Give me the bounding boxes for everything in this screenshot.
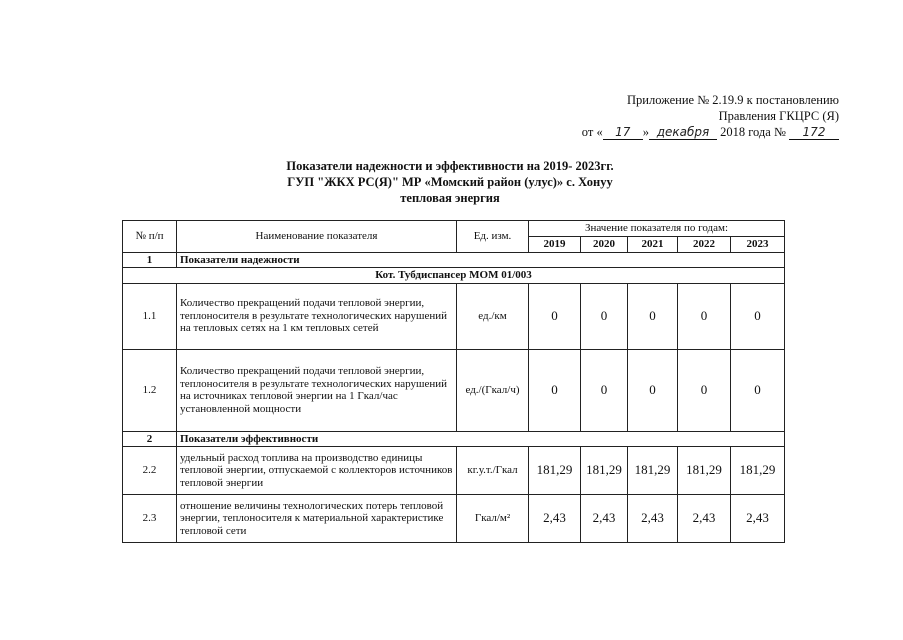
row-value: 0 xyxy=(678,283,731,349)
section-num: 2 xyxy=(123,431,177,447)
title-line-1: Показатели надежности и эффективности на 2019- 2023гг. xyxy=(286,159,614,173)
row-unit: кг.у.т./Гкал xyxy=(457,447,529,495)
header-num: № п/п xyxy=(123,221,177,253)
header-year: 2023 xyxy=(731,237,785,253)
header-values-group: Значение показателя по годам: xyxy=(529,221,785,237)
row-unit: Гкал/м² xyxy=(457,495,529,543)
row-value: 0 xyxy=(678,349,731,431)
indicators-table xyxy=(122,220,785,543)
row-value: 2,43 xyxy=(581,495,628,543)
row-value: 181,29 xyxy=(581,447,628,495)
header-year: 2021 xyxy=(628,237,678,253)
row-value: 0 xyxy=(581,283,628,349)
appendix-line-1: Приложение № 2.19.9 к постановлению xyxy=(627,93,839,107)
row-unit: ед./км xyxy=(457,283,529,349)
row-value: 2,43 xyxy=(529,495,581,543)
header-year: 2022 xyxy=(678,237,731,253)
table-row xyxy=(123,283,785,349)
subsection-name: Кот. Тубдиспансер МОМ 01/003 xyxy=(123,268,785,284)
row-value: 0 xyxy=(628,283,678,349)
header-year: 2020 xyxy=(581,237,628,253)
appendix-from: от « xyxy=(581,125,603,139)
row-num: 2.3 xyxy=(123,495,177,543)
row-value: 0 xyxy=(529,349,581,431)
title-line-2: ГУП "ЖКХ РС(Я)" МР «Момский район (улус)» с. Хонуу xyxy=(287,175,613,189)
row-value: 0 xyxy=(581,349,628,431)
row-value: 2,43 xyxy=(678,495,731,543)
appendix-quote-close: » xyxy=(642,125,649,139)
section-row-reliability xyxy=(123,252,785,268)
table-row xyxy=(123,349,785,431)
header-year: 2019 xyxy=(529,237,581,253)
row-value: 181,29 xyxy=(678,447,731,495)
row-value: 181,29 xyxy=(731,447,785,495)
row-value: 181,29 xyxy=(529,447,581,495)
section-name: Показатели надежности xyxy=(177,252,785,268)
row-num: 2.2 xyxy=(123,447,177,495)
row-unit: ед./(Гкал/ч) xyxy=(457,349,529,431)
section-name: Показатели эффективности xyxy=(177,431,785,447)
row-value: 0 xyxy=(628,349,678,431)
table-row xyxy=(123,447,785,495)
document-title xyxy=(180,158,720,206)
appendix-header xyxy=(419,92,839,140)
header-row-1 xyxy=(123,221,785,237)
row-name: Количество прекращений подачи тепловой энергии, теплоносителя в результате технологических нарушений на тепловых сетях на 1 км тепловых сетей xyxy=(177,283,457,349)
handwritten-month: декабря xyxy=(649,126,717,140)
appendix-line-3 xyxy=(419,124,839,140)
section-num: 1 xyxy=(123,252,177,268)
subsection-row xyxy=(123,268,785,284)
appendix-line-2: Правления ГКЦРС (Я) xyxy=(718,109,839,123)
row-value: 2,43 xyxy=(731,495,785,543)
row-value: 0 xyxy=(529,283,581,349)
row-name: отношение величины технологических потерь тепловой энергии, теплоносителя к материальной характеристике тепловой сети xyxy=(177,495,457,543)
title-line-3: тепловая энергия xyxy=(400,191,500,205)
handwritten-day: 17 xyxy=(603,126,643,140)
row-value: 0 xyxy=(731,283,785,349)
row-name: Количество прекращений подачи тепловой энергии, теплоносителя в результате технологических нарушений на источниках тепловой энергии на 1 Гкал/час установленной мощности xyxy=(177,349,457,431)
row-value: 181,29 xyxy=(628,447,678,495)
row-value: 0 xyxy=(731,349,785,431)
header-unit: Ед. изм. xyxy=(457,221,529,253)
row-name: удельный расход топлива на производство единицы тепловой энергии, отпускаемой с коллекторов источников тепловой энергии xyxy=(177,447,457,495)
section-row-efficiency xyxy=(123,431,785,447)
handwritten-number: 172 xyxy=(789,126,839,140)
row-num: 1.2 xyxy=(123,349,177,431)
table-row xyxy=(123,495,785,543)
appendix-year: 2018 года № xyxy=(720,125,786,139)
row-num: 1.1 xyxy=(123,283,177,349)
row-value: 2,43 xyxy=(628,495,678,543)
header-name: Наименование показателя xyxy=(177,221,457,253)
